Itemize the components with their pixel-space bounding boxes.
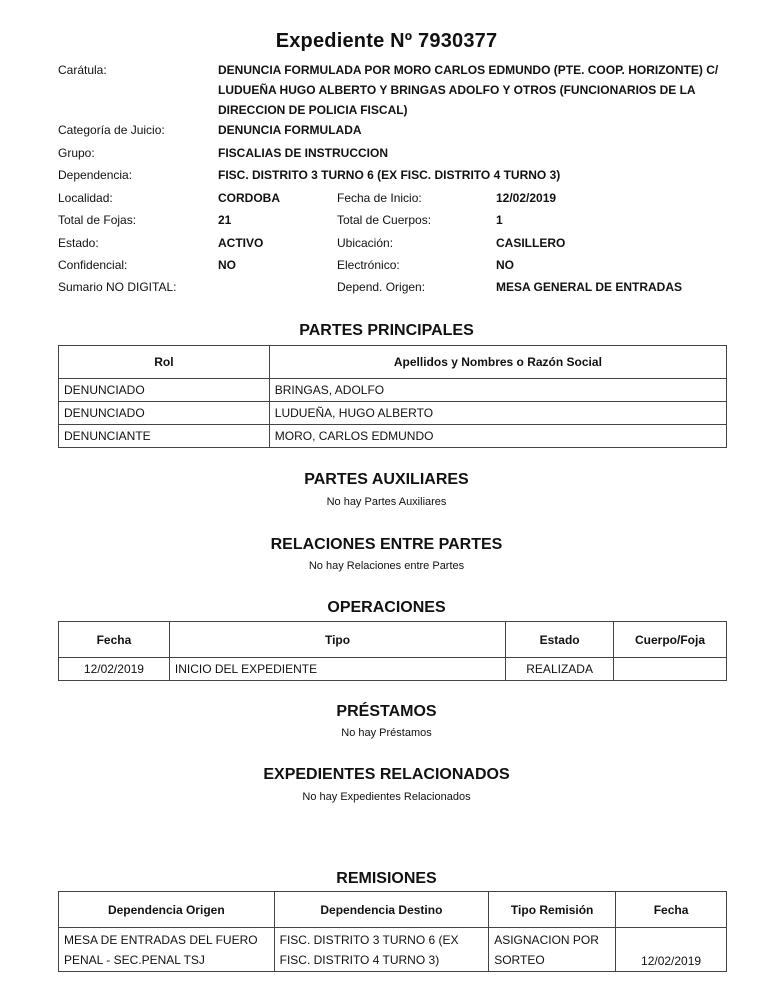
table-row bbox=[59, 928, 727, 972]
empty-note-prestamos: No hay Préstamos bbox=[341, 727, 432, 739]
grupo-label: Grupo: bbox=[58, 146, 95, 160]
electronico-value: NO bbox=[496, 258, 514, 272]
table-row bbox=[59, 402, 727, 425]
fecha-inicio-label: Fecha de Inicio: bbox=[337, 191, 422, 205]
fecha-inicio-value: 12/02/2019 bbox=[496, 191, 557, 205]
total-cuerpos-value: 1 bbox=[496, 213, 503, 227]
operaciones-table bbox=[58, 621, 727, 681]
table-row bbox=[59, 425, 727, 448]
table-cell: BRINGAS, ADOLFO bbox=[269, 379, 726, 402]
table-cell: DENUNCIANTE bbox=[59, 425, 270, 448]
section-title-expedientes-relacionados: EXPEDIENTES RELACIONADOS bbox=[263, 766, 510, 783]
categoria-value: DENUNCIA FORMULADA bbox=[218, 123, 362, 137]
caratula-value: DENUNCIA FORMULADA POR MORO CARLOS EDMUNDO (PTE. COOP. HORIZONTE) C/ LUDUEÑA HUGO ALBERTO Y BRINGAS ADOLFO Y OTROS (FUNCIONARIOS DE LA DIRECCION DE POLICIA FISCAL) bbox=[218, 63, 719, 117]
partes-principales-table bbox=[58, 345, 727, 448]
estado-label: Estado: bbox=[58, 236, 99, 250]
column-header-estado: Estado bbox=[506, 622, 614, 658]
section-title-partes-principales: PARTES PRINCIPALES bbox=[299, 322, 474, 339]
section-title-relaciones: RELACIONES ENTRE PARTES bbox=[270, 536, 503, 553]
section-title-partes-auxiliares: PARTES AUXILIARES bbox=[304, 471, 469, 488]
localidad-value: CORDOBA bbox=[218, 191, 280, 205]
table-header-row bbox=[59, 346, 727, 379]
dependencia-value: FISC. DISTRITO 3 TURNO 6 (EX FISC. DISTRITO 4 TURNO 3) bbox=[218, 168, 561, 182]
table-row bbox=[59, 379, 727, 402]
confidencial-value: NO bbox=[218, 258, 236, 272]
table-cell: 12/02/2019 bbox=[59, 658, 170, 681]
table-header-row bbox=[59, 892, 727, 928]
ubicacion-value: CASILLERO bbox=[496, 236, 566, 250]
electronico-label: Electrónico: bbox=[337, 258, 400, 272]
table-cell: FISC. DISTRITO 3 TURNO 6 (EX FISC. DISTRITO 4 TURNO 3) bbox=[274, 928, 489, 972]
section-title-remisiones: REMISIONES bbox=[336, 870, 437, 887]
table-cell: INICIO DEL EXPEDIENTE bbox=[169, 658, 505, 681]
column-header-fecha: Fecha bbox=[616, 892, 727, 928]
section-title-operaciones: OPERACIONES bbox=[327, 599, 446, 616]
total-fojas-label: Total de Fojas: bbox=[58, 213, 137, 227]
categoria-label: Categoría de Juicio: bbox=[58, 123, 165, 137]
column-header-tipo-remision: Tipo Remisión bbox=[489, 892, 616, 928]
section-title-prestamos: PRÉSTAMOS bbox=[336, 703, 437, 720]
column-header-rol: Rol bbox=[59, 346, 270, 379]
empty-note-expedientes-relacionados: No hay Expedientes Relacionados bbox=[302, 791, 471, 803]
empty-note-relaciones: No hay Relaciones entre Partes bbox=[308, 560, 465, 572]
table-header-row bbox=[59, 622, 727, 658]
table-cell bbox=[614, 658, 727, 681]
column-header-cuerpo-foja: Cuerpo/Foja bbox=[614, 622, 727, 658]
remisiones-table bbox=[58, 891, 727, 972]
empty-note-partes-auxiliares: No hay Partes Auxiliares bbox=[326, 496, 447, 508]
table-row bbox=[59, 658, 727, 681]
page-title: Expediente Nº 7930377 bbox=[275, 30, 498, 52]
depend-origen-label: Depend. Origen: bbox=[337, 280, 426, 294]
table-cell: MESA DE ENTRADAS DEL FUERO PENAL - SEC.PENAL TSJ bbox=[59, 928, 275, 972]
estado-value: ACTIVO bbox=[218, 236, 264, 250]
confidencial-label: Confidencial: bbox=[58, 258, 128, 272]
column-header-dependencia-destino: Dependencia Destino bbox=[274, 892, 489, 928]
column-header-tipo: Tipo bbox=[169, 622, 505, 658]
grupo-value: FISCALIAS DE INSTRUCCION bbox=[218, 146, 389, 160]
table-cell: 12/02/2019 bbox=[616, 928, 727, 972]
table-cell: LUDUEÑA, HUGO ALBERTO bbox=[269, 402, 726, 425]
table-cell: ASIGNACION POR SORTEO bbox=[489, 928, 616, 972]
localidad-label: Localidad: bbox=[58, 191, 113, 205]
table-cell: MORO, CARLOS EDMUNDO bbox=[269, 425, 726, 448]
column-header-dependencia-origen: Dependencia Origen bbox=[59, 892, 275, 928]
table-cell: DENUNCIADO bbox=[59, 379, 270, 402]
table-cell: DENUNCIADO bbox=[59, 402, 270, 425]
sumario-label: Sumario NO DIGITAL: bbox=[58, 280, 177, 294]
table-cell: REALIZADA bbox=[506, 658, 614, 681]
column-header-fecha: Fecha bbox=[59, 622, 170, 658]
info-row-caratula bbox=[58, 60, 738, 120]
caratula-label: Carátula: bbox=[58, 63, 107, 77]
total-cuerpos-label: Total de Cuerpos: bbox=[337, 213, 432, 227]
column-header-apellidos: Apellidos y Nombres o Razón Social bbox=[269, 346, 726, 379]
dependencia-label: Dependencia: bbox=[58, 168, 133, 182]
total-fojas-value: 21 bbox=[218, 213, 232, 227]
ubicacion-label: Ubicación: bbox=[337, 236, 394, 250]
depend-origen-value: MESA GENERAL DE ENTRADAS bbox=[496, 280, 683, 294]
